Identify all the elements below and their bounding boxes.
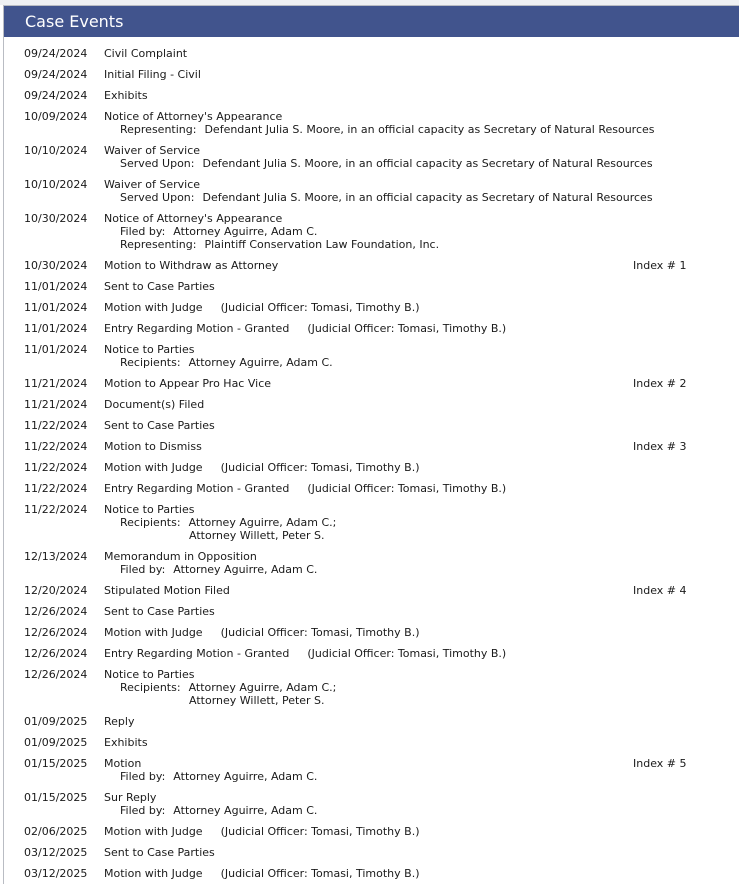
event-description: Memorandum in Opposition <box>104 550 257 563</box>
detail-value: Attorney Aguirre, Adam C.; <box>188 516 337 529</box>
event-description: Motion with Judge <box>104 825 203 838</box>
detail-label: Filed by: <box>120 770 166 783</box>
event-description: Motion <box>104 757 142 770</box>
event-body <box>104 343 739 369</box>
detail-label: Recipients: <box>120 681 181 694</box>
detail-label: Recipients: <box>120 356 181 369</box>
case-event-row <box>4 339 739 373</box>
event-description: Motion with Judge <box>104 461 203 474</box>
event-index: Index # 4 <box>633 584 687 597</box>
event-body <box>104 110 739 136</box>
event-title-line <box>104 550 739 563</box>
case-event-row <box>4 415 739 436</box>
event-title-line <box>104 144 739 157</box>
event-date: 12/26/2024 <box>24 668 88 681</box>
event-body <box>104 846 739 859</box>
event-detail <box>104 238 739 251</box>
event-title-line <box>104 419 739 432</box>
event-title-line <box>104 178 739 191</box>
case-events-panel <box>3 5 739 884</box>
detail-value: Defendant Julia S. Moore, in an official capacity as Secretary of Natural Resources <box>202 157 653 170</box>
event-index: Index # 5 <box>633 757 687 770</box>
case-event-row <box>4 394 739 415</box>
detail-label: Filed by: <box>120 225 166 238</box>
event-detail <box>104 681 739 694</box>
case-event-row <box>4 664 739 711</box>
judicial-officer: (Judicial Officer: Tomasi, Timothy B.) <box>220 461 420 474</box>
event-body <box>104 461 739 474</box>
event-date: 10/09/2024 <box>24 110 88 123</box>
case-event-row <box>4 140 739 174</box>
event-title-line <box>104 503 739 516</box>
event-title-line <box>104 68 739 81</box>
case-event-row <box>4 601 739 622</box>
case-event-row <box>4 255 739 276</box>
event-detail <box>104 157 739 170</box>
event-body <box>104 482 739 495</box>
detail-value: Attorney Aguirre, Adam C. <box>173 563 318 576</box>
event-description: Motion with Judge <box>104 867 203 880</box>
event-title-line <box>104 398 739 411</box>
event-description: Waiver of Service <box>104 178 201 191</box>
panel-title: Case Events <box>4 6 739 37</box>
event-date: 11/01/2024 <box>24 343 88 356</box>
event-detail <box>104 516 739 529</box>
event-description: Sent to Case Parties <box>104 846 215 859</box>
case-event-row <box>4 863 739 884</box>
event-body <box>104 715 739 728</box>
judicial-officer: (Judicial Officer: Tomasi, Timothy B.) <box>220 867 420 880</box>
event-body <box>104 89 739 102</box>
event-description: Motion with Judge <box>104 626 203 639</box>
event-body <box>104 47 739 60</box>
event-detail <box>104 191 739 204</box>
event-body <box>104 144 739 170</box>
detail-value: Defendant Julia S. Moore, in an official capacity as Secretary of Natural Resources <box>202 191 653 204</box>
detail-label: Filed by: <box>120 804 166 817</box>
event-description: Motion to Dismiss <box>104 440 202 453</box>
case-event-row <box>4 732 739 753</box>
judicial-officer: (Judicial Officer: Tomasi, Timothy B.) <box>220 626 420 639</box>
event-detail <box>104 123 739 136</box>
event-description: Sent to Case Parties <box>104 419 215 432</box>
case-event-row <box>4 85 739 106</box>
event-body <box>104 322 739 335</box>
event-title-line <box>104 626 739 639</box>
case-event-row <box>4 711 739 732</box>
event-description: Reply <box>104 715 135 728</box>
event-description: Stipulated Motion Filed <box>104 584 230 597</box>
event-title-line <box>104 47 739 60</box>
event-date: 11/01/2024 <box>24 322 88 335</box>
event-date: 12/20/2024 <box>24 584 88 597</box>
event-description: Entry Regarding Motion - Granted <box>104 322 290 335</box>
case-event-row <box>4 208 739 255</box>
event-detail <box>104 356 739 369</box>
event-description: Motion with Judge <box>104 301 203 314</box>
detail-value: Attorney Aguirre, Adam C. <box>173 804 318 817</box>
event-description: Initial Filing - Civil <box>104 68 201 81</box>
event-date: 09/24/2024 <box>24 89 88 102</box>
case-event-row <box>4 643 739 664</box>
event-title-line <box>104 110 739 123</box>
event-description: Notice to Parties <box>104 668 195 681</box>
event-description: Document(s) Filed <box>104 398 205 411</box>
event-date: 10/30/2024 <box>24 212 88 225</box>
event-title-line <box>104 825 739 838</box>
event-description: Notice to Parties <box>104 343 195 356</box>
event-date: 11/22/2024 <box>24 461 88 474</box>
case-event-row <box>4 753 739 787</box>
detail-label: Recipients: <box>120 516 181 529</box>
event-date: 11/21/2024 <box>24 398 88 411</box>
detail-value: Attorney Aguirre, Adam C. <box>173 225 318 238</box>
event-title-line <box>104 482 739 495</box>
event-index: Index # 3 <box>633 440 687 453</box>
event-body <box>104 825 739 838</box>
event-body <box>104 791 739 817</box>
event-date: 12/26/2024 <box>24 647 88 660</box>
detail-value: Attorney Aguirre, Adam C. <box>173 770 318 783</box>
event-title-line <box>104 867 739 880</box>
event-description: Exhibits <box>104 736 148 749</box>
event-body <box>104 68 739 81</box>
event-description: Exhibits <box>104 89 148 102</box>
event-index: Index # 2 <box>633 377 687 390</box>
event-date: 11/01/2024 <box>24 301 88 314</box>
event-date: 01/15/2025 <box>24 757 88 770</box>
event-date: 11/22/2024 <box>24 503 88 516</box>
detail-value: Defendant Julia S. Moore, in an official capacity as Secretary of Natural Resources <box>204 123 655 136</box>
event-body <box>104 212 739 251</box>
event-body <box>104 178 739 204</box>
event-description: Entry Regarding Motion - Granted <box>104 482 290 495</box>
detail-value: Attorney Aguirre, Adam C.; <box>188 681 337 694</box>
case-event-row <box>4 787 739 821</box>
event-detail <box>104 225 739 238</box>
event-date: 01/09/2025 <box>24 736 88 749</box>
event-date: 01/09/2025 <box>24 715 88 728</box>
event-body <box>104 736 739 749</box>
case-event-row <box>4 622 739 643</box>
detail-value: Plaintiff Conservation Law Foundation, Inc. <box>204 238 440 251</box>
event-date: 11/22/2024 <box>24 482 88 495</box>
case-event-row <box>4 276 739 297</box>
event-title-line <box>104 668 739 681</box>
event-date: 12/26/2024 <box>24 626 88 639</box>
event-title-line <box>104 301 739 314</box>
event-title-line <box>104 212 739 225</box>
event-index: Index # 1 <box>633 259 687 272</box>
detail-continuation: Attorney Willett, Peter S. <box>189 529 325 542</box>
judicial-officer: (Judicial Officer: Tomasi, Timothy B.) <box>220 301 420 314</box>
judicial-officer: (Judicial Officer: Tomasi, Timothy B.) <box>220 825 420 838</box>
detail-label: Served Upon: <box>120 191 195 204</box>
detail-label: Representing: <box>120 238 197 251</box>
case-event-row <box>4 457 739 478</box>
event-body <box>104 301 739 314</box>
event-date: 12/13/2024 <box>24 550 88 563</box>
case-event-row <box>4 64 739 85</box>
event-detail <box>104 770 739 783</box>
event-title-line <box>104 89 739 102</box>
event-date: 09/24/2024 <box>24 68 88 81</box>
event-body <box>104 867 739 880</box>
case-event-row <box>4 499 739 546</box>
judicial-officer: (Judicial Officer: Tomasi, Timothy B.) <box>307 647 507 660</box>
event-description: Sent to Case Parties <box>104 280 215 293</box>
event-body <box>104 647 739 660</box>
event-title-line <box>104 343 739 356</box>
event-title-line <box>104 736 739 749</box>
event-date: 03/12/2025 <box>24 846 88 859</box>
judicial-officer: (Judicial Officer: Tomasi, Timothy B.) <box>307 482 507 495</box>
event-date: 11/01/2024 <box>24 280 88 293</box>
event-description: Sur Reply <box>104 791 157 804</box>
event-description: Notice of Attorney's Appearance <box>104 212 283 225</box>
event-date: 10/10/2024 <box>24 178 88 191</box>
event-title-line <box>104 791 739 804</box>
event-description: Sent to Case Parties <box>104 605 215 618</box>
event-date: 11/21/2024 <box>24 377 88 390</box>
event-title-line <box>104 461 739 474</box>
detail-label: Filed by: <box>120 563 166 576</box>
event-title-line <box>104 322 739 335</box>
event-detail <box>104 563 739 576</box>
event-title-line <box>104 605 739 618</box>
event-body <box>104 419 739 432</box>
judicial-officer: (Judicial Officer: Tomasi, Timothy B.) <box>307 322 507 335</box>
case-event-row <box>4 546 739 580</box>
event-body <box>104 280 739 293</box>
case-event-row <box>4 821 739 842</box>
event-title-line <box>104 846 739 859</box>
event-body <box>104 503 739 542</box>
event-description: Motion to Appear Pro Hac Vice <box>104 377 272 390</box>
case-event-row <box>4 436 739 457</box>
event-body <box>104 668 739 707</box>
event-date: 02/06/2025 <box>24 825 88 838</box>
event-detail <box>104 804 739 817</box>
event-body <box>104 605 739 618</box>
event-body <box>104 550 739 576</box>
event-body <box>104 626 739 639</box>
case-event-row <box>4 373 739 394</box>
case-event-row <box>4 478 739 499</box>
event-date: 03/12/2025 <box>24 867 88 880</box>
case-event-row <box>4 580 739 601</box>
event-description: Waiver of Service <box>104 144 201 157</box>
event-date: 10/30/2024 <box>24 259 88 272</box>
case-event-row <box>4 174 739 208</box>
event-date: 11/22/2024 <box>24 440 88 453</box>
event-date: 12/26/2024 <box>24 605 88 618</box>
event-body <box>104 398 739 411</box>
case-event-row <box>4 318 739 339</box>
case-event-row <box>4 106 739 140</box>
event-title-line <box>104 715 739 728</box>
detail-continuation: Attorney Willett, Peter S. <box>189 694 325 707</box>
event-title-line <box>104 280 739 293</box>
detail-label: Representing: <box>120 123 197 136</box>
event-description: Entry Regarding Motion - Granted <box>104 647 290 660</box>
event-date: 10/10/2024 <box>24 144 88 157</box>
case-event-row <box>4 842 739 863</box>
detail-label: Served Upon: <box>120 157 195 170</box>
event-date: 09/24/2024 <box>24 47 88 60</box>
event-description: Motion to Withdraw as Attorney <box>104 259 279 272</box>
case-events-list <box>4 43 739 884</box>
detail-value: Attorney Aguirre, Adam C. <box>188 356 333 369</box>
event-description: Civil Complaint <box>104 47 188 60</box>
event-title-line <box>104 647 739 660</box>
event-description: Notice of Attorney's Appearance <box>104 110 283 123</box>
event-date: 01/15/2025 <box>24 791 88 804</box>
event-date: 11/22/2024 <box>24 419 88 432</box>
case-event-row <box>4 297 739 318</box>
event-description: Notice to Parties <box>104 503 195 516</box>
case-event-row <box>4 43 739 64</box>
